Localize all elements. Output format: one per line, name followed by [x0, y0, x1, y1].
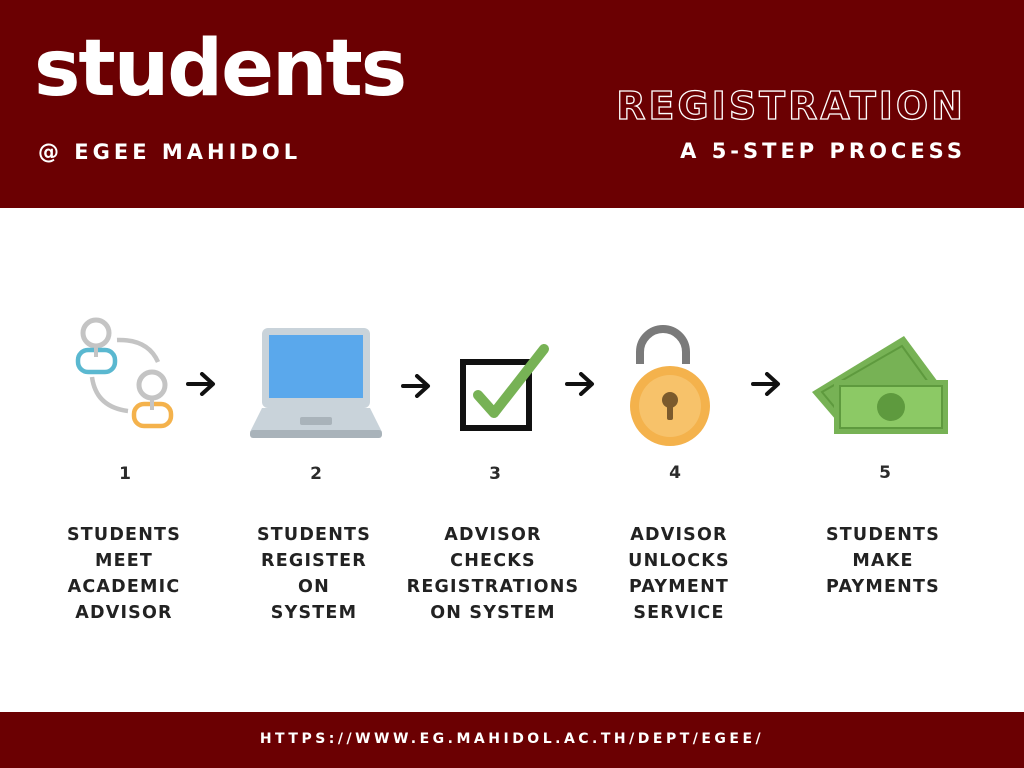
step-label-line: ON	[298, 577, 330, 597]
step-label-line: UNLOCKS	[628, 551, 730, 571]
step-number: 4	[669, 463, 681, 483]
step-label	[29, 522, 219, 626]
process-tagline: A 5-STEP PROCESS	[680, 139, 966, 163]
step-label-line: STUDENTS	[66, 525, 182, 545]
arrow-right-icon	[401, 374, 431, 398]
step-number: 1	[119, 464, 131, 484]
step-number: 5	[879, 463, 891, 483]
step-label-line: STUDENTS	[256, 525, 372, 545]
arrow-right-icon	[186, 372, 216, 396]
registration-title: REGISTRATION	[616, 84, 966, 128]
step-number: 2	[310, 464, 322, 484]
step-label-line: REGISTRATIONS	[406, 577, 580, 597]
money-icon	[810, 334, 950, 436]
step-label-line: REGISTER	[261, 551, 367, 571]
step-label-line: PAYMENT	[628, 577, 730, 597]
brand-title: students	[34, 24, 406, 114]
step-label-line: ADVISOR	[75, 603, 173, 623]
header-banner	[0, 0, 1024, 208]
arrow-right-icon	[751, 372, 781, 396]
brand-subtitle: @ EGEE MAHIDOL	[38, 140, 302, 164]
checkbox-icon	[458, 343, 550, 435]
step-label	[584, 522, 774, 626]
people-exchange-icon	[70, 315, 180, 437]
step-label-line: MEET	[94, 551, 154, 571]
step-label-line: MAKE	[852, 551, 914, 571]
arrow-right-icon	[565, 372, 595, 396]
footer-banner	[0, 712, 1024, 768]
footer-url-link[interactable]: HTTPS://WWW.EG.MAHIDOL.AC.TH/DEPT/EGEE/	[259, 731, 765, 747]
step-label-line: ACADEMIC	[67, 577, 181, 597]
step-label-line: PAYMENTS	[826, 577, 940, 597]
padlock-icon	[622, 320, 718, 450]
step-number: 3	[489, 464, 501, 484]
step-label-line: ADVISOR	[630, 525, 728, 545]
step-label-line: SERVICE	[633, 603, 725, 623]
step-label	[398, 522, 588, 626]
step-label-line: STUDENTS	[825, 525, 941, 545]
step-label-line: ADVISOR	[444, 525, 542, 545]
step-label	[219, 522, 409, 626]
step-label	[788, 522, 978, 600]
step-label-line: SYSTEM	[270, 603, 358, 623]
step-label-line: ON SYSTEM	[430, 603, 556, 623]
laptop-icon	[248, 324, 384, 442]
step-label-line: CHECKS	[450, 551, 536, 571]
